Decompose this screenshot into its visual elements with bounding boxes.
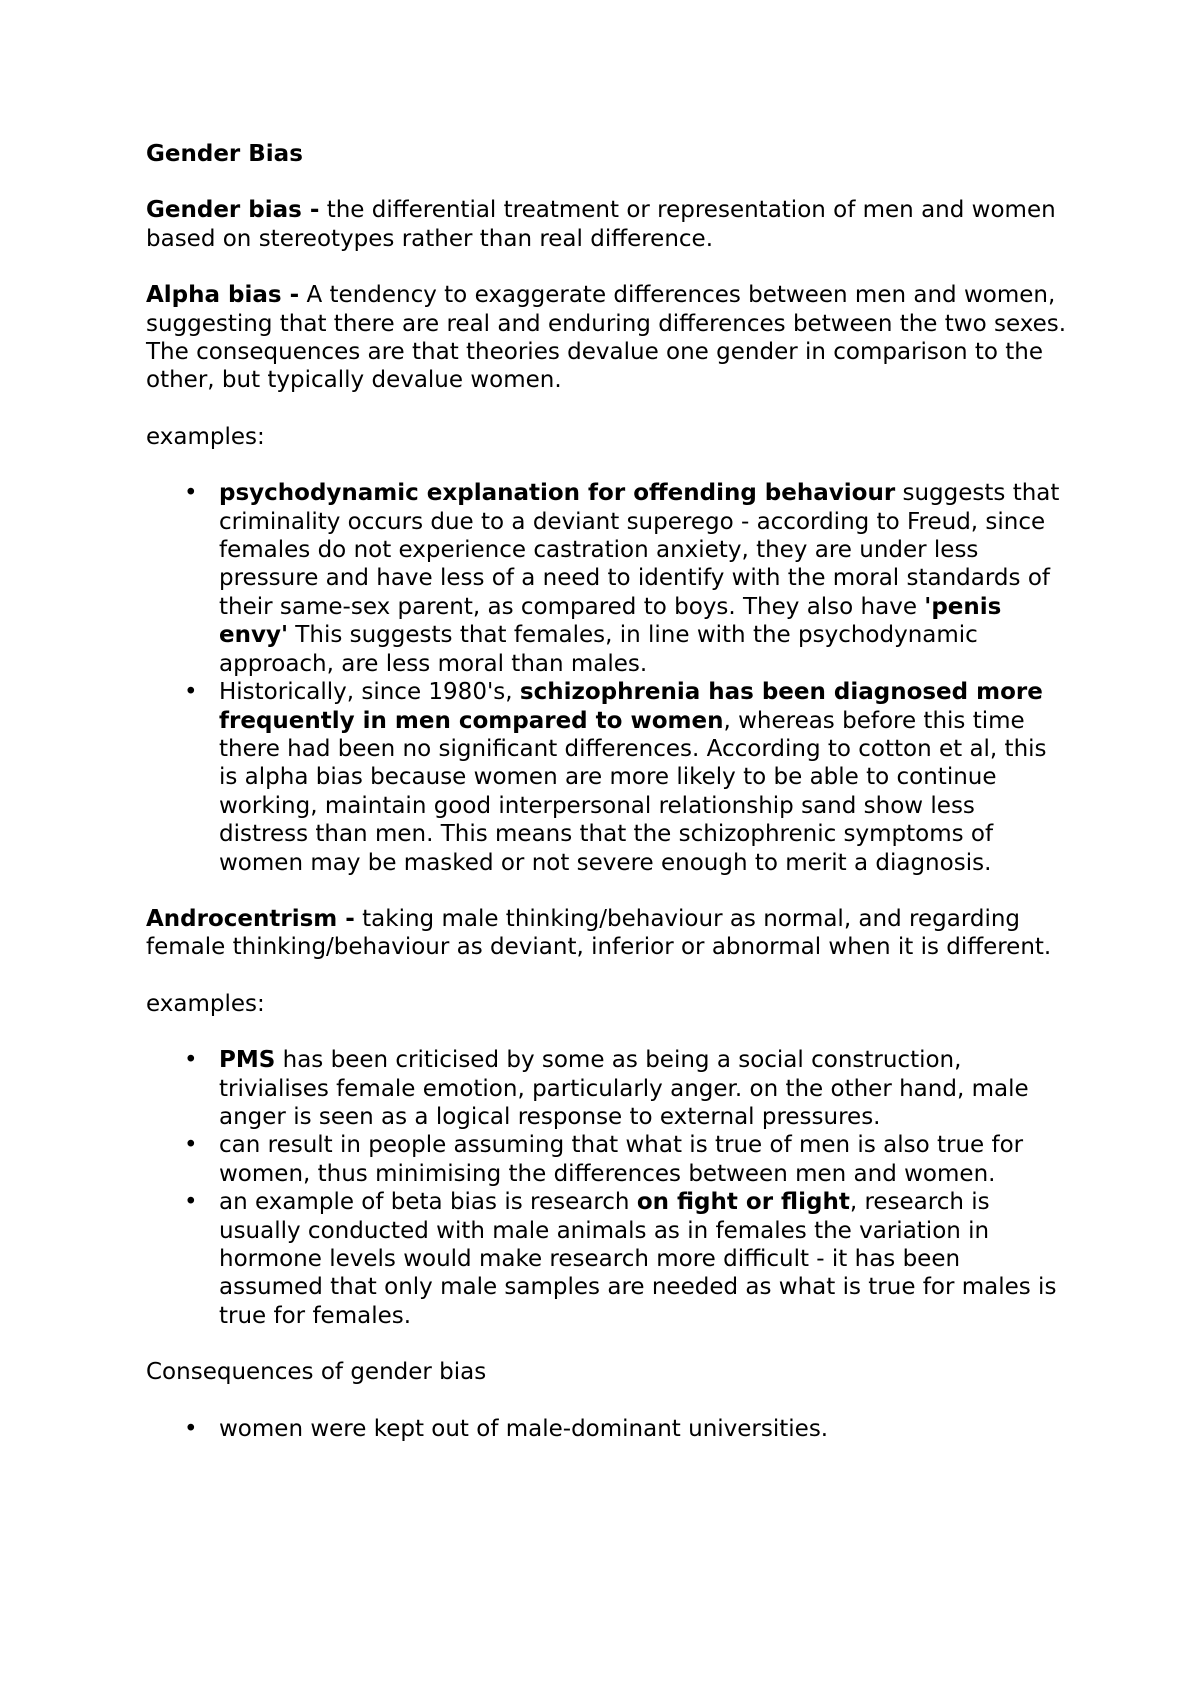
androcentrism-examples-list (146, 1046, 1070, 1330)
example-text: an example of beta bias is research (219, 1189, 637, 1216)
example-text: , whereas before this time there had been no significant differences. According to cotton et al, this is alpha bias because women are more likely to be able to continue working, maintain good interpersonal relationship sand show less distress than men. This means that the schizophrenic symptoms of women may be masked or not severe enough to merit a diagnosis. (219, 707, 1047, 876)
alpha-bias-examples-list (146, 479, 1070, 877)
bullet-icon: • (184, 1047, 198, 1074)
alpha-bias-text: A tendency to exaggerate differences between men and women, suggesting that there are real and enduring differences between the two sexes. The consequences are that theories devalue one gender in comparison to the other, but typically devalue women. (146, 282, 1067, 394)
androcentrism-examples-label: examples: (146, 990, 265, 1017)
example-bold: psychodynamic explanation for offending behaviour (219, 480, 896, 507)
example-text: Historically, since 1980's, (219, 679, 520, 706)
androcentrism-definition (146, 905, 1070, 962)
list-item (146, 1415, 1070, 1443)
alpha-bias-definition (146, 281, 1070, 395)
alpha-bias-term: Alpha bias - (146, 282, 300, 309)
gender-bias-definition (146, 196, 1070, 253)
example-bold: 'penis envy' (219, 593, 1002, 649)
consequences-heading: Consequences of gender bias (146, 1359, 487, 1386)
bullet-icon: • (184, 679, 198, 706)
document-title: Gender Bias (146, 141, 303, 167)
example-bold: PMS (219, 1047, 276, 1074)
example-text: can result in people assuming that what is true of men is also true for women, thus minimising the differences between men and women. (219, 1132, 1024, 1187)
example-text: , research is usually conducted with male animals as in females the variation in hormone levels would make research more difficult - it has been assumed that only male samples are needed as what is true for males is true for females. (219, 1189, 1057, 1329)
example-bold: on fight or flight (636, 1189, 850, 1216)
androcentrism-text: taking male thinking/behaviour as normal, and regarding female thinking/behaviour as deviant, inferior or abnormal when it is different. (146, 905, 1052, 961)
example-text: has been criticised by some as being a social construction, trivialises female emotion, particularly anger. on the other hand, male anger is seen as a logical response to external pressures. (219, 1047, 1029, 1130)
example-text: suggests that criminality occurs due to a deviant superego - according to Freud, since females do not experience castration anxiety, they are under less pressure and have less of a need to identify with the moral standards of their same-sex parent, as compared to boys. They also have (219, 480, 1060, 620)
list-item (146, 479, 1070, 678)
example-bold: schizophrenia has been diagnosed more frequently in men compared to women (219, 679, 1043, 734)
example-text: This suggests that females, in line with the psychodynamic approach, are less moral than males. (219, 622, 978, 677)
list-item (146, 1188, 1070, 1330)
consequence-text: women were kept out of male-dominant universities. (219, 1415, 829, 1442)
list-item (146, 678, 1070, 877)
bullet-icon: • (184, 1132, 198, 1159)
gender-bias-text: the differential treatment or representation of men and women based on stereotypes rather than real difference. (146, 197, 1056, 252)
androcentrism-term: Androcentrism - (146, 905, 355, 932)
alpha-bias-examples-label: examples: (146, 423, 265, 450)
list-item (146, 1131, 1070, 1188)
list-item (146, 1046, 1070, 1131)
bullet-icon: • (184, 1415, 198, 1442)
bullet-icon: • (184, 480, 198, 507)
gender-bias-term: Gender bias - (146, 197, 320, 224)
bullet-icon: • (184, 1189, 198, 1216)
consequences-list (146, 1415, 1070, 1443)
